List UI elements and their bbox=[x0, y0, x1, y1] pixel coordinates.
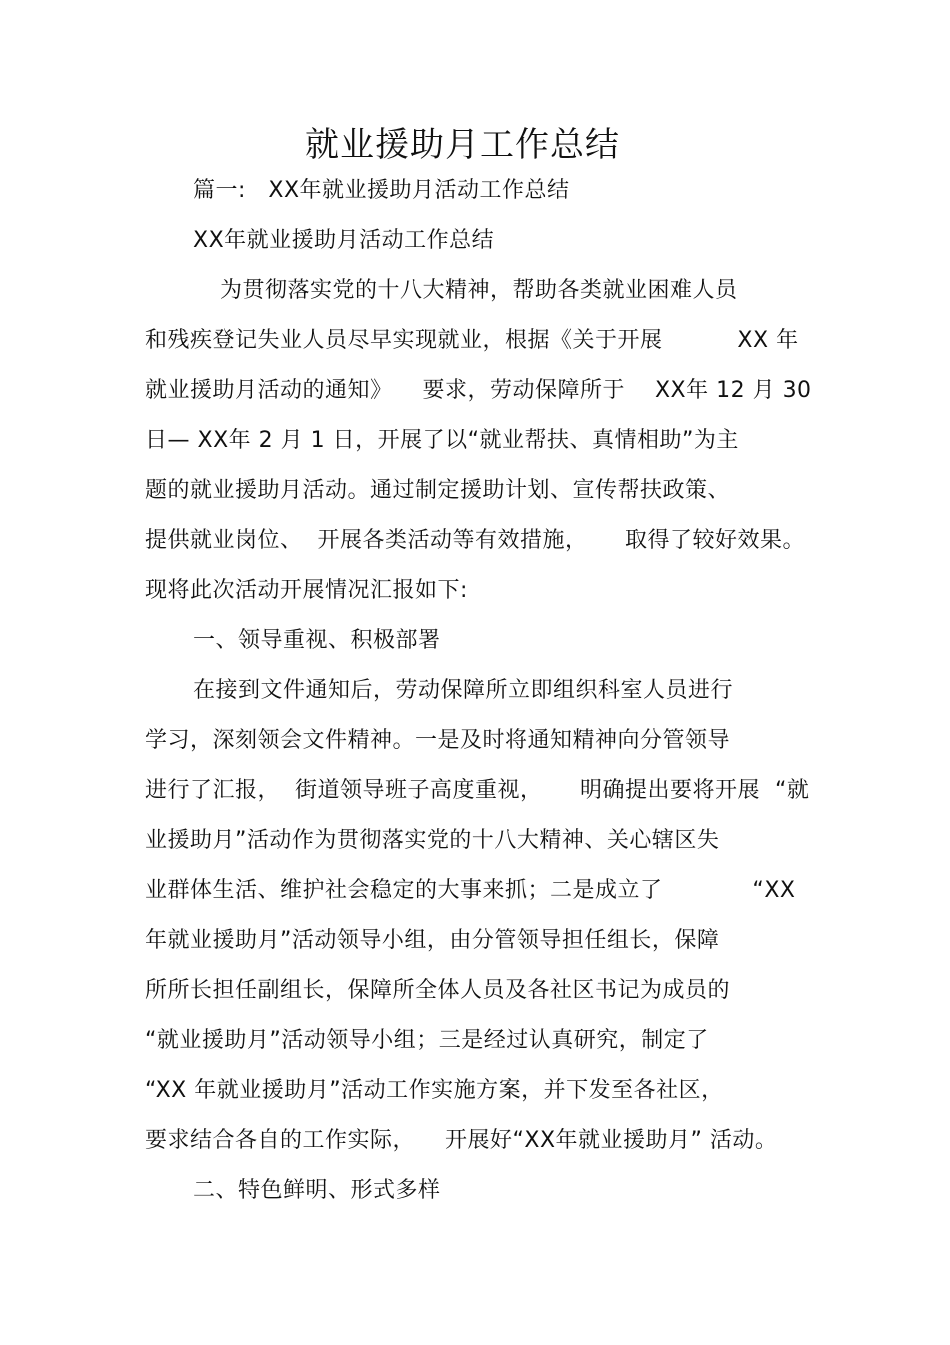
article-heading: 篇一: XX年就业援助月活动工作总结 bbox=[193, 178, 570, 203]
paragraph-line: “就业援助月”活动领导小组；三是经过认真研究，制定了 bbox=[145, 1028, 709, 1053]
paragraph-line: 在接到文件通知后，劳动保障所立即组织科室人员进行 bbox=[193, 678, 734, 703]
paragraph-line: 现将此次活动开展情况汇报如下: bbox=[145, 578, 468, 603]
paragraph-line: 业群体生活、维护社会稳定的大事来抓；二是成立了 “XX bbox=[145, 878, 796, 903]
section-heading: 二、特色鲜明、形式多样 bbox=[193, 1178, 441, 1203]
paragraph-line: 要求结合各自的工作实际， 开展好“XX年就业援助月” 活动。 bbox=[145, 1128, 778, 1153]
paragraph-line: 就业援助月活动的通知》 要求，劳动保障所于 XX年 12 月 30 bbox=[145, 378, 812, 403]
paragraph-line: 业援助月”活动作为贯彻落实党的十八大精神、关心辖区失 bbox=[145, 828, 720, 853]
section-subtitle: XX年就业援助月活动工作总结 bbox=[193, 228, 495, 253]
paragraph-line: “XX 年就业援助月”活动工作实施方案，并下发至各社区， bbox=[145, 1078, 724, 1103]
paragraph-line: 和残疾登记失业人员尽早实现就业，根据《关于开展 XX 年 bbox=[145, 328, 799, 353]
paragraph-line: 为贯彻落实党的十八大精神，帮助各类就业困难人员 bbox=[220, 278, 738, 303]
paragraph-line: 题的就业援助月活动。通过制定援助计划、宣传帮扶政策、 bbox=[145, 478, 731, 503]
paragraph-line: 年就业援助月”活动领导小组，由分管领导担任组长，保障 bbox=[145, 928, 720, 953]
paragraph-line: 学习，深刻领会文件精神。一是及时将通知精神向分管领导 bbox=[145, 728, 731, 753]
document-title: 就业援助月工作总结 bbox=[305, 125, 620, 165]
paragraph-line: 提供就业岗位、 开展各类活动等有效措施， 取得了较好效果。 bbox=[145, 528, 805, 553]
paragraph-line: 日— XX年 2 月 1 日，开展了以“就业帮扶、真情相助”为主 bbox=[145, 428, 739, 453]
paragraph-line: 所所长担任副组长，保障所全体人员及各社区书记为成员的 bbox=[145, 978, 731, 1003]
paragraph-line: 进行了汇报， 街道领导班子高度重视， 明确提出要将开展 “就 bbox=[145, 778, 810, 803]
section-heading: 一、领导重视、积极部署 bbox=[193, 628, 441, 653]
